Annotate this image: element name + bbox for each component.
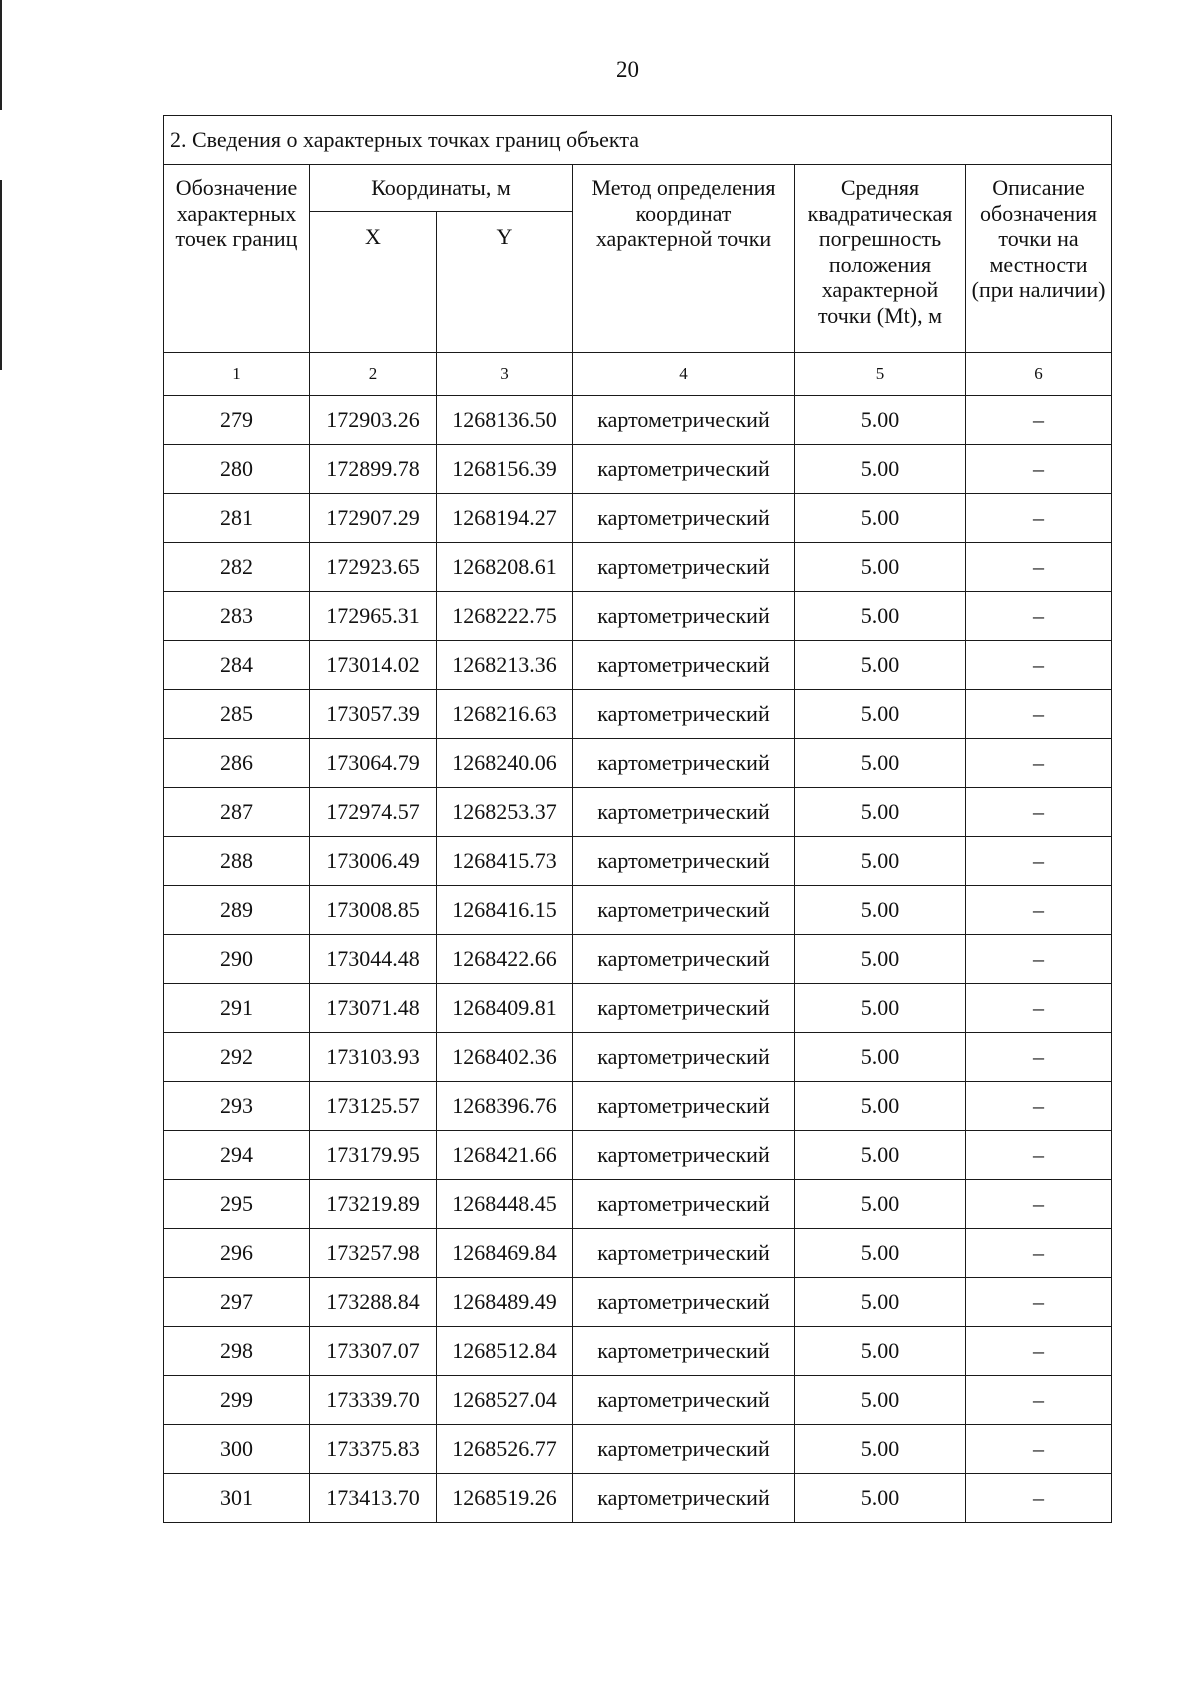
cell-x: 173257.98 (310, 1229, 437, 1278)
cell-x: 173339.70 (310, 1376, 437, 1425)
cell-error: 5.00 (795, 886, 966, 935)
cell-y: 1268194.27 (437, 494, 573, 543)
cell-y: 1268448.45 (437, 1180, 573, 1229)
cell-description: – (966, 543, 1112, 592)
cell-point: 279 (164, 396, 310, 445)
cell-y: 1268416.15 (437, 886, 573, 935)
scan-edge-mark (0, 180, 2, 370)
cell-x: 173057.39 (310, 690, 437, 739)
cell-error: 5.00 (795, 690, 966, 739)
cell-description: – (966, 886, 1112, 935)
cell-y: 1268526.77 (437, 1425, 573, 1474)
cell-point: 297 (164, 1278, 310, 1327)
column-number: 2 (310, 353, 437, 396)
cell-point: 287 (164, 788, 310, 837)
cell-method: картометрический (573, 837, 795, 886)
cell-point: 286 (164, 739, 310, 788)
cell-x: 173064.79 (310, 739, 437, 788)
table-caption: 2. Сведения о характерных точках границ объекта (164, 116, 1112, 165)
cell-y: 1268213.36 (437, 641, 573, 690)
column-number-row (164, 353, 1112, 396)
cell-method: картометрический (573, 1033, 795, 1082)
cell-description: – (966, 445, 1112, 494)
table-row (164, 1131, 1112, 1180)
cell-y: 1268222.75 (437, 592, 573, 641)
cell-method: картометрический (573, 739, 795, 788)
cell-x: 173071.48 (310, 984, 437, 1033)
cell-x: 172907.29 (310, 494, 437, 543)
cell-x: 172923.65 (310, 543, 437, 592)
page-number: 20 (616, 57, 639, 82)
cell-point: 298 (164, 1327, 310, 1376)
cell-x: 173125.57 (310, 1082, 437, 1131)
cell-x: 173179.95 (310, 1131, 437, 1180)
cell-method: картометрический (573, 543, 795, 592)
table-caption-row (164, 116, 1112, 165)
cell-x: 172903.26 (310, 396, 437, 445)
table-row (164, 1082, 1112, 1131)
cell-y: 1268409.81 (437, 984, 573, 1033)
cell-description: – (966, 1278, 1112, 1327)
cell-method: картометрический (573, 1229, 795, 1278)
cell-description: – (966, 494, 1112, 543)
table-row (164, 886, 1112, 935)
cell-point: 283 (164, 592, 310, 641)
table-row (164, 690, 1112, 739)
cell-description: – (966, 641, 1112, 690)
cell-description: – (966, 1327, 1112, 1376)
cell-y: 1268136.50 (437, 396, 573, 445)
cell-method: картометрический (573, 690, 795, 739)
cell-x: 173014.02 (310, 641, 437, 690)
cell-method: картометрический (573, 788, 795, 837)
table-row (164, 592, 1112, 641)
cell-error: 5.00 (795, 445, 966, 494)
cell-x: 172899.78 (310, 445, 437, 494)
cell-x: 173375.83 (310, 1425, 437, 1474)
table-row (164, 788, 1112, 837)
cell-point: 294 (164, 1131, 310, 1180)
cell-y: 1268512.84 (437, 1327, 573, 1376)
cell-method: картометрический (573, 1327, 795, 1376)
cell-method: картометрический (573, 1180, 795, 1229)
cell-x: 173044.48 (310, 935, 437, 984)
cell-point: 280 (164, 445, 310, 494)
cell-y: 1268519.26 (437, 1474, 573, 1523)
cell-description: – (966, 739, 1112, 788)
cell-y: 1268527.04 (437, 1376, 573, 1425)
table-row (164, 1180, 1112, 1229)
cell-x: 172974.57 (310, 788, 437, 837)
header-row-top (164, 165, 1112, 212)
cell-description: – (966, 690, 1112, 739)
cell-x: 173008.85 (310, 886, 437, 935)
header-coords: Координаты, м (310, 165, 573, 212)
cell-x: 173103.93 (310, 1033, 437, 1082)
cell-error: 5.00 (795, 837, 966, 886)
table-row (164, 1278, 1112, 1327)
cell-description: – (966, 1131, 1112, 1180)
scan-edge-mark (0, 0, 2, 110)
cell-method: картометрический (573, 1082, 795, 1131)
cell-description: – (966, 1082, 1112, 1131)
cell-error: 5.00 (795, 935, 966, 984)
cell-error: 5.00 (795, 1033, 966, 1082)
cell-description: – (966, 1425, 1112, 1474)
cell-method: картометрический (573, 1131, 795, 1180)
column-number: 3 (437, 353, 573, 396)
cell-x: 173307.07 (310, 1327, 437, 1376)
cell-error: 5.00 (795, 592, 966, 641)
cell-point: 296 (164, 1229, 310, 1278)
header-method: Метод определения координат характерной точки (573, 165, 795, 353)
cell-point: 285 (164, 690, 310, 739)
cell-point: 293 (164, 1082, 310, 1131)
cell-point: 281 (164, 494, 310, 543)
table-row (164, 494, 1112, 543)
table-row (164, 837, 1112, 886)
cell-y: 1268253.37 (437, 788, 573, 837)
cell-point: 300 (164, 1425, 310, 1474)
cell-error: 5.00 (795, 1376, 966, 1425)
cell-error: 5.00 (795, 1180, 966, 1229)
column-number: 5 (795, 353, 966, 396)
cell-error: 5.00 (795, 543, 966, 592)
cell-point: 292 (164, 1033, 310, 1082)
cell-error: 5.00 (795, 1131, 966, 1180)
cell-point: 290 (164, 935, 310, 984)
cell-x: 173219.89 (310, 1180, 437, 1229)
cell-error: 5.00 (795, 1425, 966, 1474)
cell-x: 173288.84 (310, 1278, 437, 1327)
table-row (164, 935, 1112, 984)
table-row (164, 1033, 1112, 1082)
cell-error: 5.00 (795, 641, 966, 690)
cell-point: 284 (164, 641, 310, 690)
table-row (164, 1425, 1112, 1474)
cell-point: 289 (164, 886, 310, 935)
cell-error: 5.00 (795, 739, 966, 788)
cell-y: 1268402.36 (437, 1033, 573, 1082)
cell-y: 1268396.76 (437, 1082, 573, 1131)
cell-y: 1268422.66 (437, 935, 573, 984)
cell-method: картометрический (573, 984, 795, 1033)
table-row (164, 984, 1112, 1033)
cell-error: 5.00 (795, 788, 966, 837)
cell-error: 5.00 (795, 1474, 966, 1523)
cell-error: 5.00 (795, 1082, 966, 1131)
column-number: 4 (573, 353, 795, 396)
header-error: Средняя квадратическая погрешность положения характерной точки (Mt), м (795, 165, 966, 353)
cell-error: 5.00 (795, 984, 966, 1033)
cell-method: картометрический (573, 494, 795, 543)
cell-method: картометрический (573, 935, 795, 984)
column-number: 1 (164, 353, 310, 396)
cell-x: 172965.31 (310, 592, 437, 641)
cell-error: 5.00 (795, 1229, 966, 1278)
cell-error: 5.00 (795, 396, 966, 445)
cell-y: 1268421.66 (437, 1131, 573, 1180)
cell-method: картометрический (573, 1474, 795, 1523)
table-row (164, 739, 1112, 788)
cell-y: 1268489.49 (437, 1278, 573, 1327)
cell-x: 173006.49 (310, 837, 437, 886)
cell-method: картометрический (573, 886, 795, 935)
cell-description: – (966, 935, 1112, 984)
cell-method: картометрический (573, 1376, 795, 1425)
cell-y: 1268156.39 (437, 445, 573, 494)
header-x: X (310, 212, 437, 353)
cell-error: 5.00 (795, 494, 966, 543)
cell-description: – (966, 1033, 1112, 1082)
table-row (164, 1474, 1112, 1523)
cell-method: картометрический (573, 1278, 795, 1327)
cell-point: 301 (164, 1474, 310, 1523)
cell-method: картометрический (573, 592, 795, 641)
table-row (164, 396, 1112, 445)
cell-method: картометрический (573, 641, 795, 690)
cell-description: – (966, 1474, 1112, 1523)
cell-description: – (966, 592, 1112, 641)
cell-point: 299 (164, 1376, 310, 1425)
cell-y: 1268240.06 (437, 739, 573, 788)
column-number: 6 (966, 353, 1112, 396)
boundary-points-table (163, 115, 1112, 1523)
table-row (164, 1376, 1112, 1425)
cell-error: 5.00 (795, 1278, 966, 1327)
cell-description: – (966, 1180, 1112, 1229)
cell-y: 1268415.73 (437, 837, 573, 886)
cell-description: – (966, 1376, 1112, 1425)
table-row (164, 641, 1112, 690)
table-row (164, 445, 1112, 494)
cell-description: – (966, 1229, 1112, 1278)
cell-description: – (966, 788, 1112, 837)
header-point: Обозначение характерных точек границ (164, 165, 310, 353)
cell-y: 1268469.84 (437, 1229, 573, 1278)
cell-point: 291 (164, 984, 310, 1033)
cell-point: 282 (164, 543, 310, 592)
cell-method: картометрический (573, 445, 795, 494)
cell-error: 5.00 (795, 1327, 966, 1376)
cell-y: 1268216.63 (437, 690, 573, 739)
cell-method: картометрический (573, 1425, 795, 1474)
cell-x: 173413.70 (310, 1474, 437, 1523)
header-description: Описание обозначения точки на местности (при наличии) (966, 165, 1112, 353)
table-row (164, 1229, 1112, 1278)
cell-point: 288 (164, 837, 310, 886)
table-row (164, 543, 1112, 592)
header-y: Y (437, 212, 573, 353)
cell-method: картометрический (573, 396, 795, 445)
cell-description: – (966, 984, 1112, 1033)
cell-description: – (966, 837, 1112, 886)
cell-y: 1268208.61 (437, 543, 573, 592)
cell-description: – (966, 396, 1112, 445)
cell-point: 295 (164, 1180, 310, 1229)
table-row (164, 1327, 1112, 1376)
